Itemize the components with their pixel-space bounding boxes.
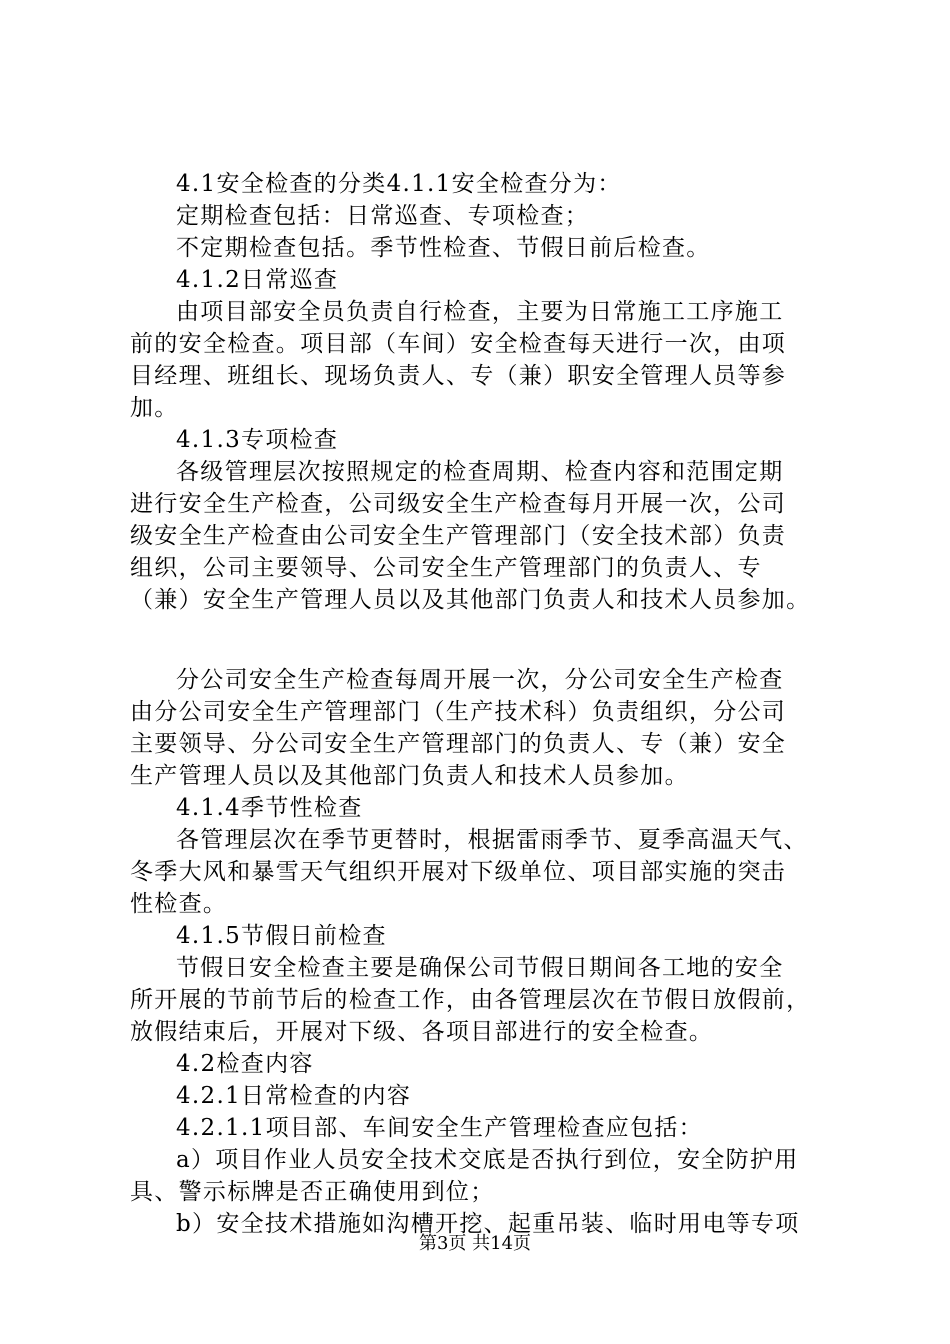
text-line: 组织，公司主要领导、公司安全生产管理部门的负责人、专 — [130, 555, 762, 581]
text-line: 生产管理人员以及其他部门负责人和技术人员参加。 — [130, 763, 689, 789]
section-heading: 4.2.1日常检查的内容 — [176, 1083, 412, 1109]
text-line: 级安全生产检查由公司安全生产管理部门（安全技术部）负责 — [130, 523, 787, 549]
text-line: 前的安全检查。项目部（车间）安全检查每天进行一次，由项 — [130, 331, 787, 357]
section-heading: 4.1.5节假日前检查 — [176, 923, 387, 949]
text-line: 由项目部安全员负责自行检查，主要为日常施工工序施工 — [176, 299, 784, 325]
paragraph-gap — [130, 616, 840, 664]
text-line: （兼）安全生产管理人员以及其他部门负责人和技术人员参加。 — [130, 587, 811, 613]
text-line: 主要领导、分公司安全生产管理部门的负责人、专（兼）安全 — [130, 731, 787, 757]
text-line: 具、警示标牌是否正确使用到位； — [130, 1179, 495, 1205]
text-line: 各管理层次在季节更替时，根据雷雨季节、夏季高温天气、 — [176, 827, 808, 853]
text-line: 各级管理层次按照规定的检查周期、检查内容和范围定期 — [176, 459, 784, 485]
text-line: 性检查。 — [130, 891, 228, 917]
section-heading: 4.1.4季节性检查 — [176, 795, 363, 821]
text-line: 加。 — [130, 395, 179, 421]
list-item: b）安全技术措施如沟槽开挖、起重吊装、临时用电等专项 — [176, 1211, 800, 1237]
document-body — [130, 168, 840, 1240]
text-line: 由分公司安全生产管理部门（生产技术科）负责组织，分公司 — [130, 699, 787, 725]
section-heading: 4.1.2日常巡查 — [176, 267, 339, 293]
text-line: 进行安全生产检查，公司级安全生产检查每月开展一次，公司 — [130, 491, 787, 517]
text-line: 不定期检查包括。季节性检查、节假日前后检查。 — [176, 235, 711, 261]
section-heading: 4.2.1.1项目部、车间安全生产管理检查应包括： — [176, 1115, 703, 1141]
text-line: 分公司安全生产检查每周开展一次，分公司安全生产检查 — [176, 667, 784, 693]
text-line: 定期检查包括：日常巡查、专项检查； — [176, 203, 590, 229]
text-line: 冬季大风和暴雪天气组织开展对下级单位、项目部实施的突击 — [130, 859, 787, 885]
text-line: 放假结束后，开展对下级、各项目部进行的安全检查。 — [130, 1019, 714, 1045]
page-footer: 第3页 共14页 — [418, 1233, 532, 1254]
section-heading: 4.2检查内容 — [176, 1051, 314, 1077]
text-line: 4.1安全检查的分类4.1.1安全检查分为： — [176, 171, 622, 197]
text-line: 节假日安全检查主要是确保公司节假日期间各工地的安全 — [176, 955, 784, 981]
text-line: 所开展的节前节后的检查工作，由各管理层次在节假日放假前， — [130, 987, 811, 1013]
list-item: a）项目作业人员安全技术交底是否执行到位，安全防护用 — [176, 1147, 799, 1173]
section-heading: 4.1.3专项检查 — [176, 427, 339, 453]
text-line: 目经理、班组长、现场负责人、专（兼）职安全管理人员等参 — [130, 363, 787, 389]
